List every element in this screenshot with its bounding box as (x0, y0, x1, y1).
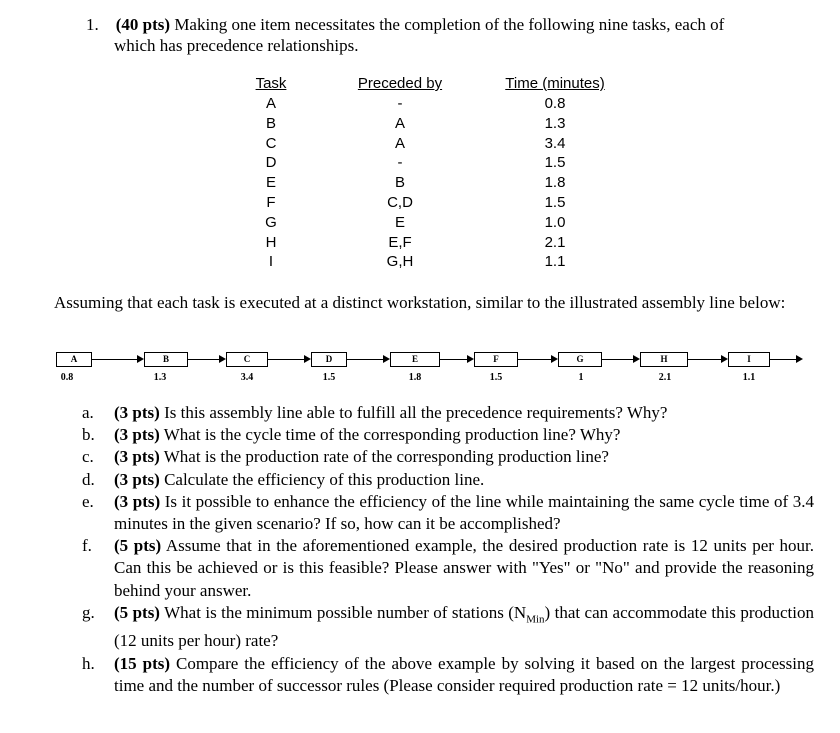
arrow-right-icon (721, 355, 728, 363)
subquestion-f (82, 535, 814, 602)
subquestion-text: Compare the efficiency of the above example by solving it based on the largest processing time and the number of successor rules (Please consider required production rate = 12 units/hour.) (114, 653, 815, 695)
station-time: 1.1 (742, 372, 756, 383)
subquestion-points: (5 pts) (114, 536, 162, 556)
arrow-right-icon (137, 355, 144, 363)
station-time: 1.5 (489, 372, 503, 383)
preceded-by-cell: - (397, 154, 403, 172)
subquestion-text: Is it possible to enhance the efficiency of the line while maintaining the same cycle time of 3.4 minutes in the given scenario? If so, how can it be accomplished? (114, 491, 815, 534)
subquestion-e (82, 491, 814, 535)
task-column (248, 74, 294, 272)
arrow-right-icon (551, 355, 558, 363)
station-box: D (311, 352, 347, 367)
time-header: Time (minutes) (505, 75, 605, 92)
subquestion-text: What is the cycle time of the corresponding production line? Why? (163, 425, 621, 445)
subquestion-label: g. (82, 602, 95, 622)
subquestion-label: a. (82, 403, 94, 422)
question-heading (86, 14, 724, 35)
time-cell: 1.8 (544, 174, 566, 192)
subquestion-h (82, 653, 814, 697)
connector-line (688, 359, 721, 360)
subquestion-g (82, 602, 814, 653)
subquestion-label: d. (82, 469, 95, 489)
subquestion-label: f. (82, 536, 92, 556)
arrow-right-icon (633, 355, 640, 363)
question-text-line2: which has precedence relationships. (114, 36, 359, 55)
time-cell: 1.5 (544, 193, 566, 211)
time-cell: 1.0 (544, 213, 566, 231)
preceded-by-cell: C,D (387, 193, 413, 211)
connector-line (440, 359, 467, 360)
subquestion-points: (3 pts) (114, 469, 160, 489)
subquestion-a (82, 402, 814, 424)
subquestion-label: e. (82, 491, 94, 511)
connector-line (347, 359, 383, 360)
preceded-by-column (345, 74, 455, 272)
subquestion-points: (5 pts) (114, 602, 160, 622)
task-cell: I (268, 253, 274, 271)
station-box: B (144, 352, 188, 367)
time-cell: 1.1 (544, 253, 566, 271)
connector-line (602, 359, 633, 360)
subquestion-points: (3 pts) (114, 425, 160, 445)
time-cell: 3.4 (544, 134, 566, 152)
arrow-right-icon (467, 355, 474, 363)
preceded-by-cell: E (394, 213, 405, 231)
connector-line (92, 359, 137, 360)
preceded-by-cell: - (397, 95, 403, 112)
subquestion-label: c. (82, 447, 94, 467)
station-box: F (474, 352, 518, 367)
subquestion-text: Is this assembly line able to fulfill all the precedence requirements? Why? (164, 403, 668, 422)
task-cell: F (266, 193, 276, 211)
task-cell: C (265, 134, 277, 152)
connector-line (518, 359, 551, 360)
preceded-by-cell: E,F (388, 233, 412, 251)
station-time: 1.3 (153, 372, 167, 383)
station-box: A (56, 352, 92, 367)
time-cell: 2.1 (544, 233, 566, 251)
task-cell: B (265, 114, 276, 132)
station-time: 1.8 (408, 372, 422, 383)
question-points: (40 pts) (115, 15, 171, 34)
station-box: I (728, 352, 770, 367)
subquestion-text: Assume that in the aforementioned example, the desired production rate is 12 units per hour. Can this be achieved or is this feasible? Please answer with "Yes" or "No" and provide the reasoning behind your answer. (114, 536, 815, 600)
subquestion-text: What is the production rate of the corresponding production line? (163, 447, 609, 467)
subquestion-label: h. (82, 653, 95, 673)
arrow-right-icon (219, 355, 226, 363)
station-time: 0.8 (60, 372, 74, 383)
connector-line (770, 359, 796, 360)
preceded-by-cell: B (394, 174, 405, 192)
station-time: 1.5 (322, 372, 336, 383)
station-box: C (226, 352, 268, 367)
connector-line (188, 359, 219, 360)
preceded-by-cell: A (394, 114, 405, 132)
subquestion-text-before: What is the minimum possible number of stations (N (164, 602, 527, 622)
arrow-right-icon (304, 355, 311, 363)
task-header: Task (255, 75, 287, 92)
subquestion-b (82, 424, 814, 446)
question-number: 1. (86, 15, 99, 34)
subquestion-text-after: ) that can accommodate this production (12 units per hour) rate? (114, 602, 814, 651)
subquestion-c (82, 446, 814, 468)
subquestion-text: Calculate the efficiency of this production line. (164, 469, 485, 489)
subquestion-points: (15 pts) (114, 653, 171, 673)
task-cell: A (265, 95, 276, 112)
preceded-by-header: Preceded by (357, 75, 443, 92)
subquestion-d (82, 469, 814, 491)
time-cell: 1.3 (544, 114, 566, 132)
subquestion-points: (3 pts) (114, 403, 160, 422)
question-text-line1: Making one item necessitates the completion of the following nine tasks, each of (174, 15, 725, 34)
station-time: 3.4 (240, 372, 254, 383)
preceded-by-cell: G,H (386, 253, 414, 271)
station-box: E (390, 352, 440, 367)
task-cell: H (265, 233, 277, 251)
subquestion-label: b. (82, 425, 95, 445)
subquestion-points: (3 pts) (114, 447, 160, 467)
arrow-right-icon (383, 355, 390, 363)
preceded-by-cell: A (394, 134, 405, 152)
time-cell: 0.8 (544, 95, 566, 112)
task-cell: D (265, 154, 277, 172)
time-cell: 1.5 (544, 154, 566, 172)
intro-text: Assuming that each task is executed at a distinct workstation, similar to the illustrated assembly line below: (54, 293, 786, 312)
station-time: 2.1 (658, 372, 672, 383)
station-time: 1 (578, 372, 584, 383)
arrow-right-icon (796, 355, 803, 363)
subquestion-subscript: Min (526, 613, 545, 626)
task-cell: G (265, 213, 277, 231)
station-box: H (640, 352, 688, 367)
time-column (492, 74, 618, 272)
subquestion-points: (3 pts) (114, 491, 161, 511)
task-cell: E (265, 174, 276, 192)
station-box: G (558, 352, 602, 367)
connector-line (268, 359, 304, 360)
subquestion-list (82, 402, 814, 697)
